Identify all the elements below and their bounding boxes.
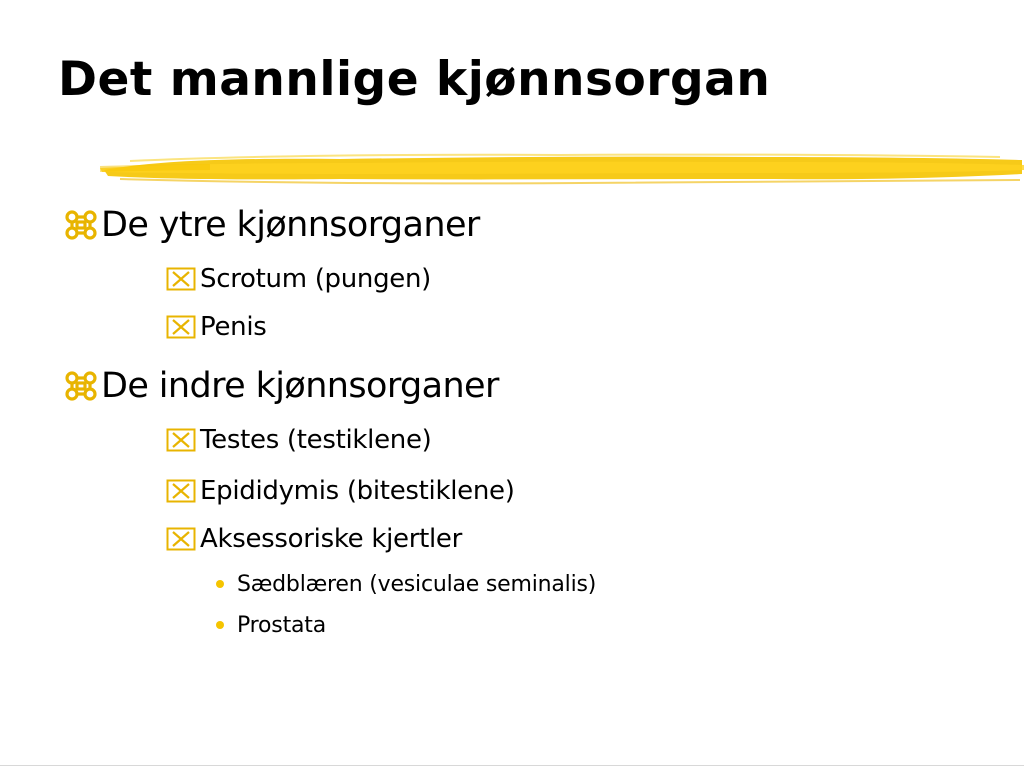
dot-icon <box>216 580 224 588</box>
outline-item-label: De indre kjønnsorganer <box>101 366 499 406</box>
outline-item-label: Penis <box>200 312 267 342</box>
outline-item-label: Sædblæren (vesiculae seminalis) <box>237 571 597 597</box>
dot-icon <box>216 621 224 629</box>
outline-item-scrotum <box>166 261 431 297</box>
outline-item-external-organs <box>63 201 480 249</box>
bottom-divider <box>0 765 1024 766</box>
command-key-icon <box>63 369 99 403</box>
slide-title: Det mannlige kjønnsorgan <box>58 52 771 107</box>
outline-item-label: Epididymis (bitestiklene) <box>200 476 515 506</box>
outline-item-internal-organs <box>63 362 499 410</box>
outline-item-testes <box>166 422 432 458</box>
outline-item-label: De ytre kjønnsorganer <box>101 205 480 245</box>
x-box-icon <box>166 428 196 452</box>
outline-item-label: Scrotum (pungen) <box>200 264 432 294</box>
command-key-icon <box>63 208 99 242</box>
outline-item-penis <box>166 309 267 345</box>
outline-item-prostate <box>216 610 326 640</box>
x-box-icon <box>166 527 196 551</box>
outline-item-label: Prostata <box>237 612 326 638</box>
x-box-icon <box>166 267 196 291</box>
outline-item-label: Aksessoriske kjertler <box>200 524 463 554</box>
outline-item-accessory-glands <box>166 521 462 557</box>
outline-item-seminal-vesicles <box>216 569 596 599</box>
x-box-icon <box>166 479 196 503</box>
outline-item-epididymis <box>166 473 515 509</box>
title-underline-brushstroke <box>100 148 1024 188</box>
outline-item-label: Testes (testiklene) <box>200 425 432 455</box>
x-box-icon <box>166 315 196 339</box>
